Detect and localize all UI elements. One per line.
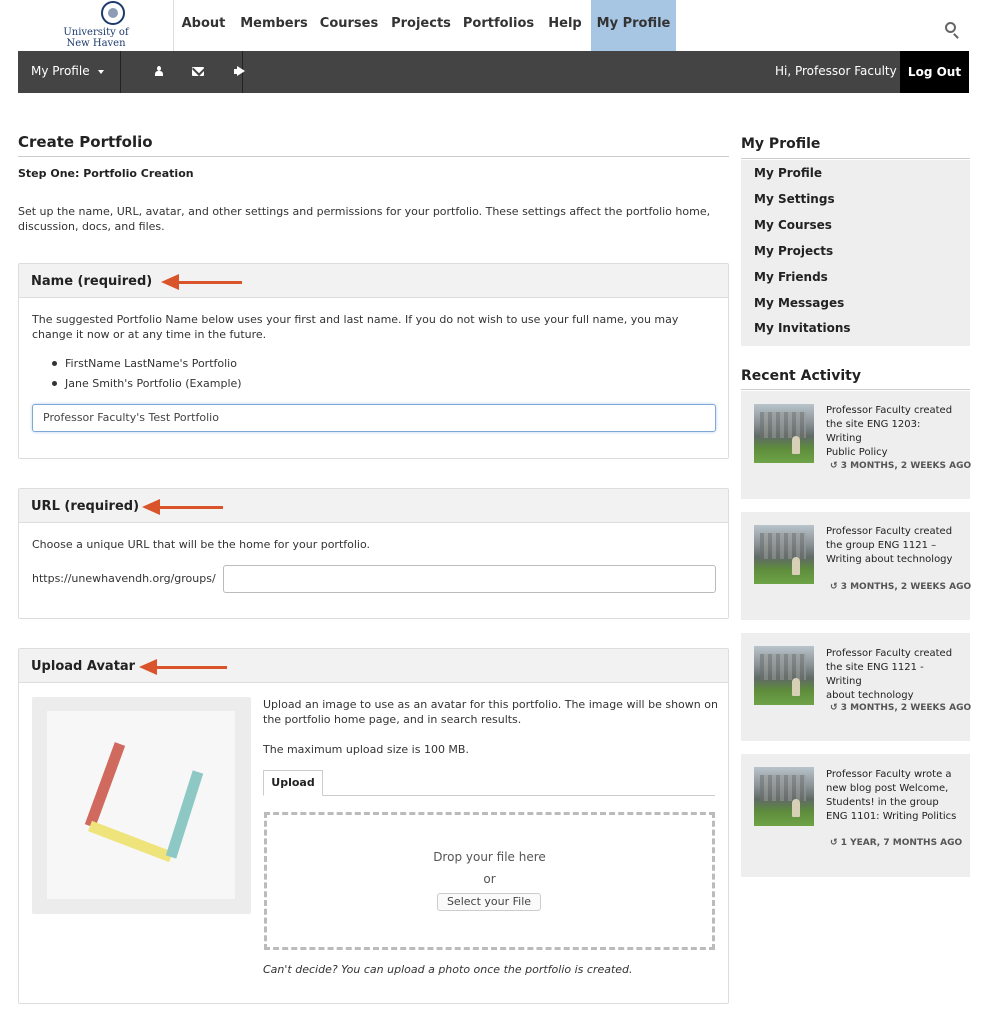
sidebar-item-my-messages[interactable]: My Messages xyxy=(754,296,845,310)
search-icon[interactable] xyxy=(945,22,956,33)
max-upload-size: The maximum upload size is 100 MB. xyxy=(263,743,469,756)
name-example-2: Jane Smith's Portfolio (Example) xyxy=(65,377,242,390)
nav-about[interactable]: About xyxy=(181,16,226,31)
activity-line[interactable]: Professor Faculty created xyxy=(826,648,953,659)
portfolio-name-input[interactable]: Professor Faculty's Test Portfolio xyxy=(32,404,716,432)
profile-menu-label: My Profile xyxy=(31,64,90,78)
activity-timestamp: ↺ 3 MONTHS, 2 WEEKS AGO xyxy=(830,461,972,471)
nav-projects[interactable]: Projects xyxy=(391,16,451,31)
url-panel xyxy=(18,488,729,619)
caret-down-icon xyxy=(98,70,104,74)
name-panel-title: Name (required) xyxy=(31,274,153,289)
mail-icon[interactable] xyxy=(192,67,204,76)
bullet xyxy=(52,381,57,386)
logout-button[interactable]: Log Out xyxy=(900,51,969,93)
sidebar-item-my-invitations[interactable]: My Invitations xyxy=(754,321,851,335)
toolbar-icons xyxy=(121,51,243,93)
activity-timestamp: ↺ 1 YEAR, 7 MONTHS AGO xyxy=(830,838,963,848)
dropzone-text: Drop your file here xyxy=(433,850,546,864)
activity-line[interactable]: new blog post Welcome, xyxy=(826,783,949,794)
sidebar-item-my-friends[interactable]: My Friends xyxy=(754,270,828,284)
user-greeting: Hi, Professor Faculty xyxy=(775,64,897,78)
activity-ago: 3 MONTHS, 2 WEEKS AGO xyxy=(840,582,972,592)
activity-line[interactable]: Students! in the group xyxy=(826,797,939,808)
title-divider xyxy=(18,156,729,157)
portfolio-url-input[interactable] xyxy=(223,565,716,593)
avatar-panel-header xyxy=(19,649,728,683)
tab-divider xyxy=(263,795,715,796)
select-file-button[interactable]: Select your File xyxy=(437,893,541,911)
recent-activity-title: Recent Activity xyxy=(741,368,861,384)
profile-menu-dropdown[interactable] xyxy=(18,51,121,93)
activity-line[interactable]: Professor Faculty created xyxy=(826,405,953,416)
sidebar-divider xyxy=(741,158,970,159)
activity-line[interactable]: ENG 1101: Writing Politics xyxy=(826,811,957,822)
member-toolbar xyxy=(18,51,969,93)
sidebar-item-my-courses[interactable]: My Courses xyxy=(754,218,832,232)
intro-text: Set up the name, URL, avatar, and other settings and permissions for your portfolio. These settings affect the portfolio home, discussion, docs, and files. xyxy=(18,205,711,233)
activity-line[interactable]: Public Policy xyxy=(826,447,888,458)
name-example-1: FirstName LastName's Portfolio xyxy=(65,357,237,370)
url-panel-header xyxy=(19,489,728,523)
nav-my-profile[interactable]: My Profile xyxy=(591,0,676,51)
activity-thumbnail[interactable] xyxy=(754,646,814,705)
dropzone-or: or xyxy=(483,872,496,886)
step-label: Step One: Portfolio Creation xyxy=(18,167,194,180)
activity-line[interactable]: the group ENG 1121 – xyxy=(826,540,937,551)
activity-line[interactable]: Professor Faculty wrote a xyxy=(826,769,952,780)
name-panel-header xyxy=(19,264,728,298)
tab-upload[interactable]: Upload xyxy=(263,770,323,796)
activity-thumbnail[interactable] xyxy=(754,404,814,463)
activity-divider xyxy=(741,389,970,390)
sidebar-item-my-profile[interactable]: My Profile xyxy=(754,166,823,180)
activity-line[interactable]: Professor Faculty created xyxy=(826,526,953,537)
university-seal-icon xyxy=(101,1,125,25)
activity-line[interactable]: Writing about technology xyxy=(826,554,953,565)
name-help-text: The suggested Portfolio Name below uses your first and last name. If you do not wish to use your full name, you may change it now or at any time in the future. xyxy=(32,313,679,341)
nav-courses[interactable]: Courses xyxy=(319,16,379,31)
avatar-panel-title: Upload Avatar xyxy=(31,659,136,674)
annotation-arrow xyxy=(175,281,242,284)
activity-ago: 1 YEAR, 7 MONTHS AGO xyxy=(840,838,963,848)
sidebar-item-my-projects[interactable]: My Projects xyxy=(754,244,834,258)
activity-text xyxy=(826,404,958,460)
megaphone-icon[interactable] xyxy=(234,66,246,77)
activity-text xyxy=(826,768,958,824)
activity-text xyxy=(826,647,958,703)
nav-help[interactable]: Help xyxy=(548,16,582,31)
activity-line[interactable]: the site ENG 1121 - Writing xyxy=(826,662,924,687)
page-title: Create Portfolio xyxy=(18,133,153,151)
logo-line-1: University of xyxy=(63,27,129,38)
url-panel-title: URL (required) xyxy=(31,499,140,514)
avatar-help-text: Upload an image to use as an avatar for this portfolio. The image will be shown on the portfolio home page, and in search results. xyxy=(263,698,718,726)
logo-line-2: New Haven xyxy=(66,38,126,49)
activity-thumbnail[interactable] xyxy=(754,525,814,584)
avatar-later-note: Can't decide? You can upload a photo once the portfolio is created. xyxy=(263,963,633,976)
default-avatar-image xyxy=(47,711,235,899)
user-icon[interactable] xyxy=(155,66,163,77)
url-prefix: https://unewhavendh.org/groups/ xyxy=(32,572,216,585)
activity-ago: 3 MONTHS, 2 WEEKS AGO xyxy=(840,703,972,713)
activity-text xyxy=(826,525,958,567)
university-logo[interactable] xyxy=(18,0,174,51)
activity-ago: 3 MONTHS, 2 WEEKS AGO xyxy=(840,461,972,471)
top-navbar xyxy=(0,0,994,51)
sidebar-item-my-settings[interactable]: My Settings xyxy=(754,192,835,206)
nav-members[interactable]: Members xyxy=(240,16,308,31)
activity-timestamp: ↺ 3 MONTHS, 2 WEEKS AGO xyxy=(830,582,972,592)
activity-thumbnail[interactable] xyxy=(754,767,814,826)
sidebar-profile-title: My Profile xyxy=(741,136,821,152)
bullet xyxy=(52,361,57,366)
nav-portfolios[interactable]: Portfolios xyxy=(462,16,535,31)
activity-line[interactable]: the site ENG 1203: Writing xyxy=(826,419,921,444)
annotation-arrow xyxy=(156,506,223,509)
annotation-arrow xyxy=(153,666,227,669)
url-help-text: Choose a unique URL that will be the home for your portfolio. xyxy=(32,538,371,551)
activity-timestamp: ↺ 3 MONTHS, 2 WEEKS AGO xyxy=(830,703,972,713)
activity-line[interactable]: about technology xyxy=(826,690,914,701)
